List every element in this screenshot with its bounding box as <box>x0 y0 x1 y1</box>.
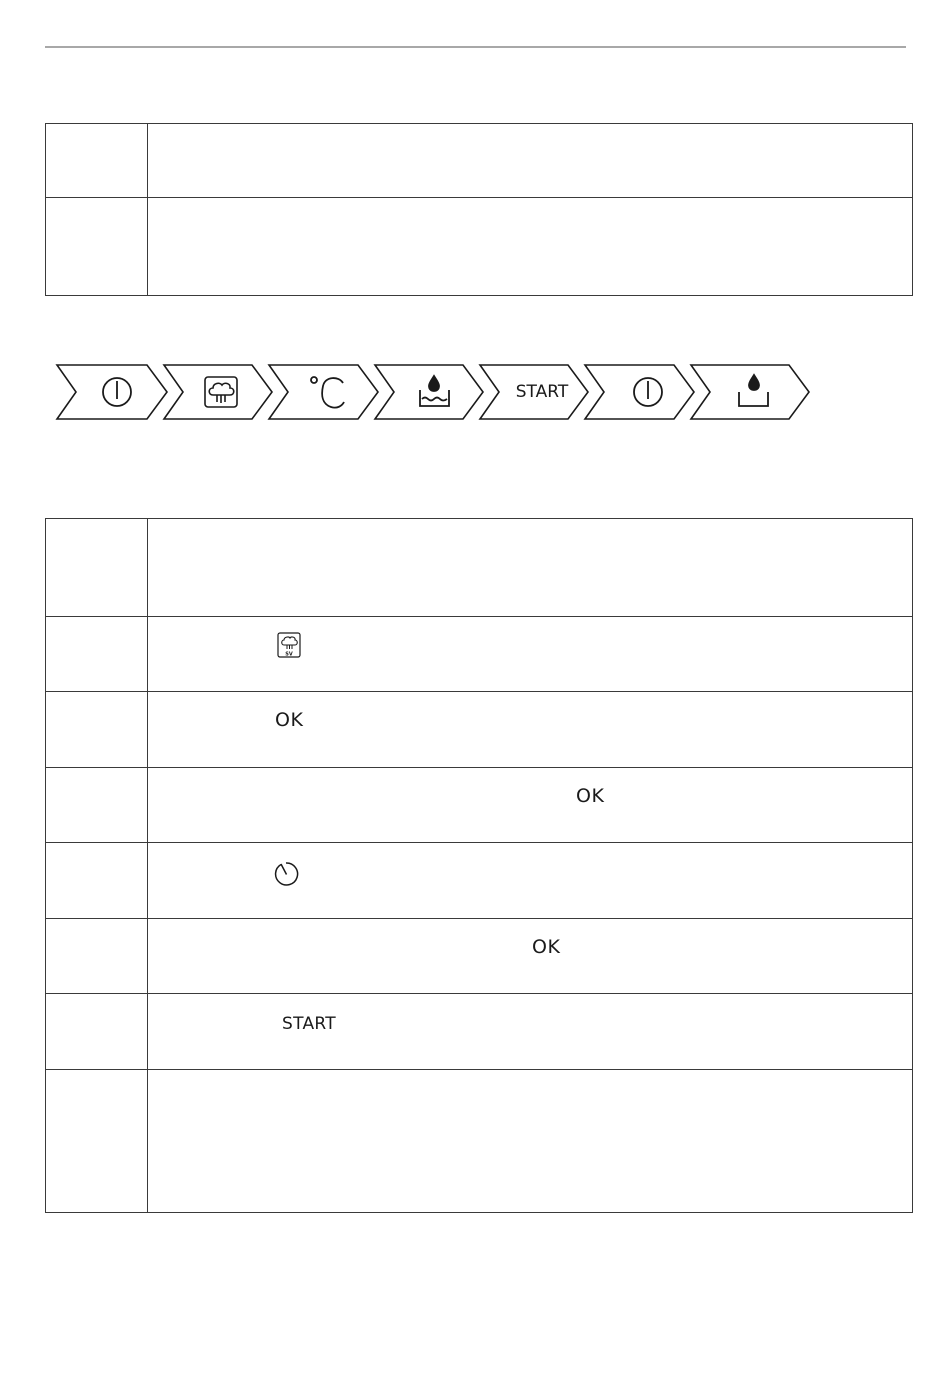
top-table <box>45 123 913 296</box>
step-number-cell <box>46 919 148 994</box>
step-text-cell <box>148 919 913 994</box>
step-arrow-2 <box>164 365 272 419</box>
header-rule <box>45 46 906 48</box>
step-text-cell <box>148 768 913 843</box>
table-row <box>46 1070 913 1213</box>
step-number-cell <box>46 124 148 198</box>
step-text-cell <box>148 1070 913 1213</box>
step-text-cell <box>148 692 913 768</box>
instruction-table <box>45 518 913 1213</box>
table-row <box>46 519 913 617</box>
step-number-cell <box>46 1070 148 1213</box>
ok-button-label: OK <box>275 709 304 731</box>
start-step-label: START <box>515 382 569 402</box>
step-number-cell <box>46 994 148 1070</box>
table-row <box>46 843 913 919</box>
table-row <box>46 919 913 994</box>
step-number-cell <box>46 768 148 843</box>
step-text-cell <box>148 198 913 296</box>
step-sequence <box>55 364 815 422</box>
step-number-cell <box>46 519 148 617</box>
step-arrow-1 <box>57 365 167 419</box>
table-row <box>46 768 913 843</box>
table-row <box>46 617 913 692</box>
step-number-cell <box>46 843 148 919</box>
step-arrow-3 <box>269 365 378 419</box>
step-number-cell <box>46 692 148 768</box>
step-text-cell <box>148 519 913 617</box>
step-text-cell <box>148 843 913 919</box>
step-number-cell <box>46 617 148 692</box>
steam-sous-vide-icon <box>277 632 301 658</box>
step-text-cell <box>148 994 913 1070</box>
step-text-cell <box>148 124 913 198</box>
timer-icon <box>273 861 299 887</box>
step-number-cell <box>46 198 148 296</box>
step-arrow-4 <box>375 365 483 419</box>
step-arrow-6 <box>585 365 694 419</box>
start-button-label: START <box>282 1014 336 1034</box>
svg-text:SV: SV <box>285 651 293 658</box>
step-arrows <box>55 364 815 422</box>
table-row <box>46 124 913 198</box>
table-row <box>46 198 913 296</box>
step-text-cell <box>148 617 913 692</box>
table-row <box>46 994 913 1070</box>
step-arrow-7 <box>691 365 809 419</box>
table-row <box>46 692 913 768</box>
ok-button-label: OK <box>576 785 605 807</box>
ok-button-label: OK <box>532 936 561 958</box>
